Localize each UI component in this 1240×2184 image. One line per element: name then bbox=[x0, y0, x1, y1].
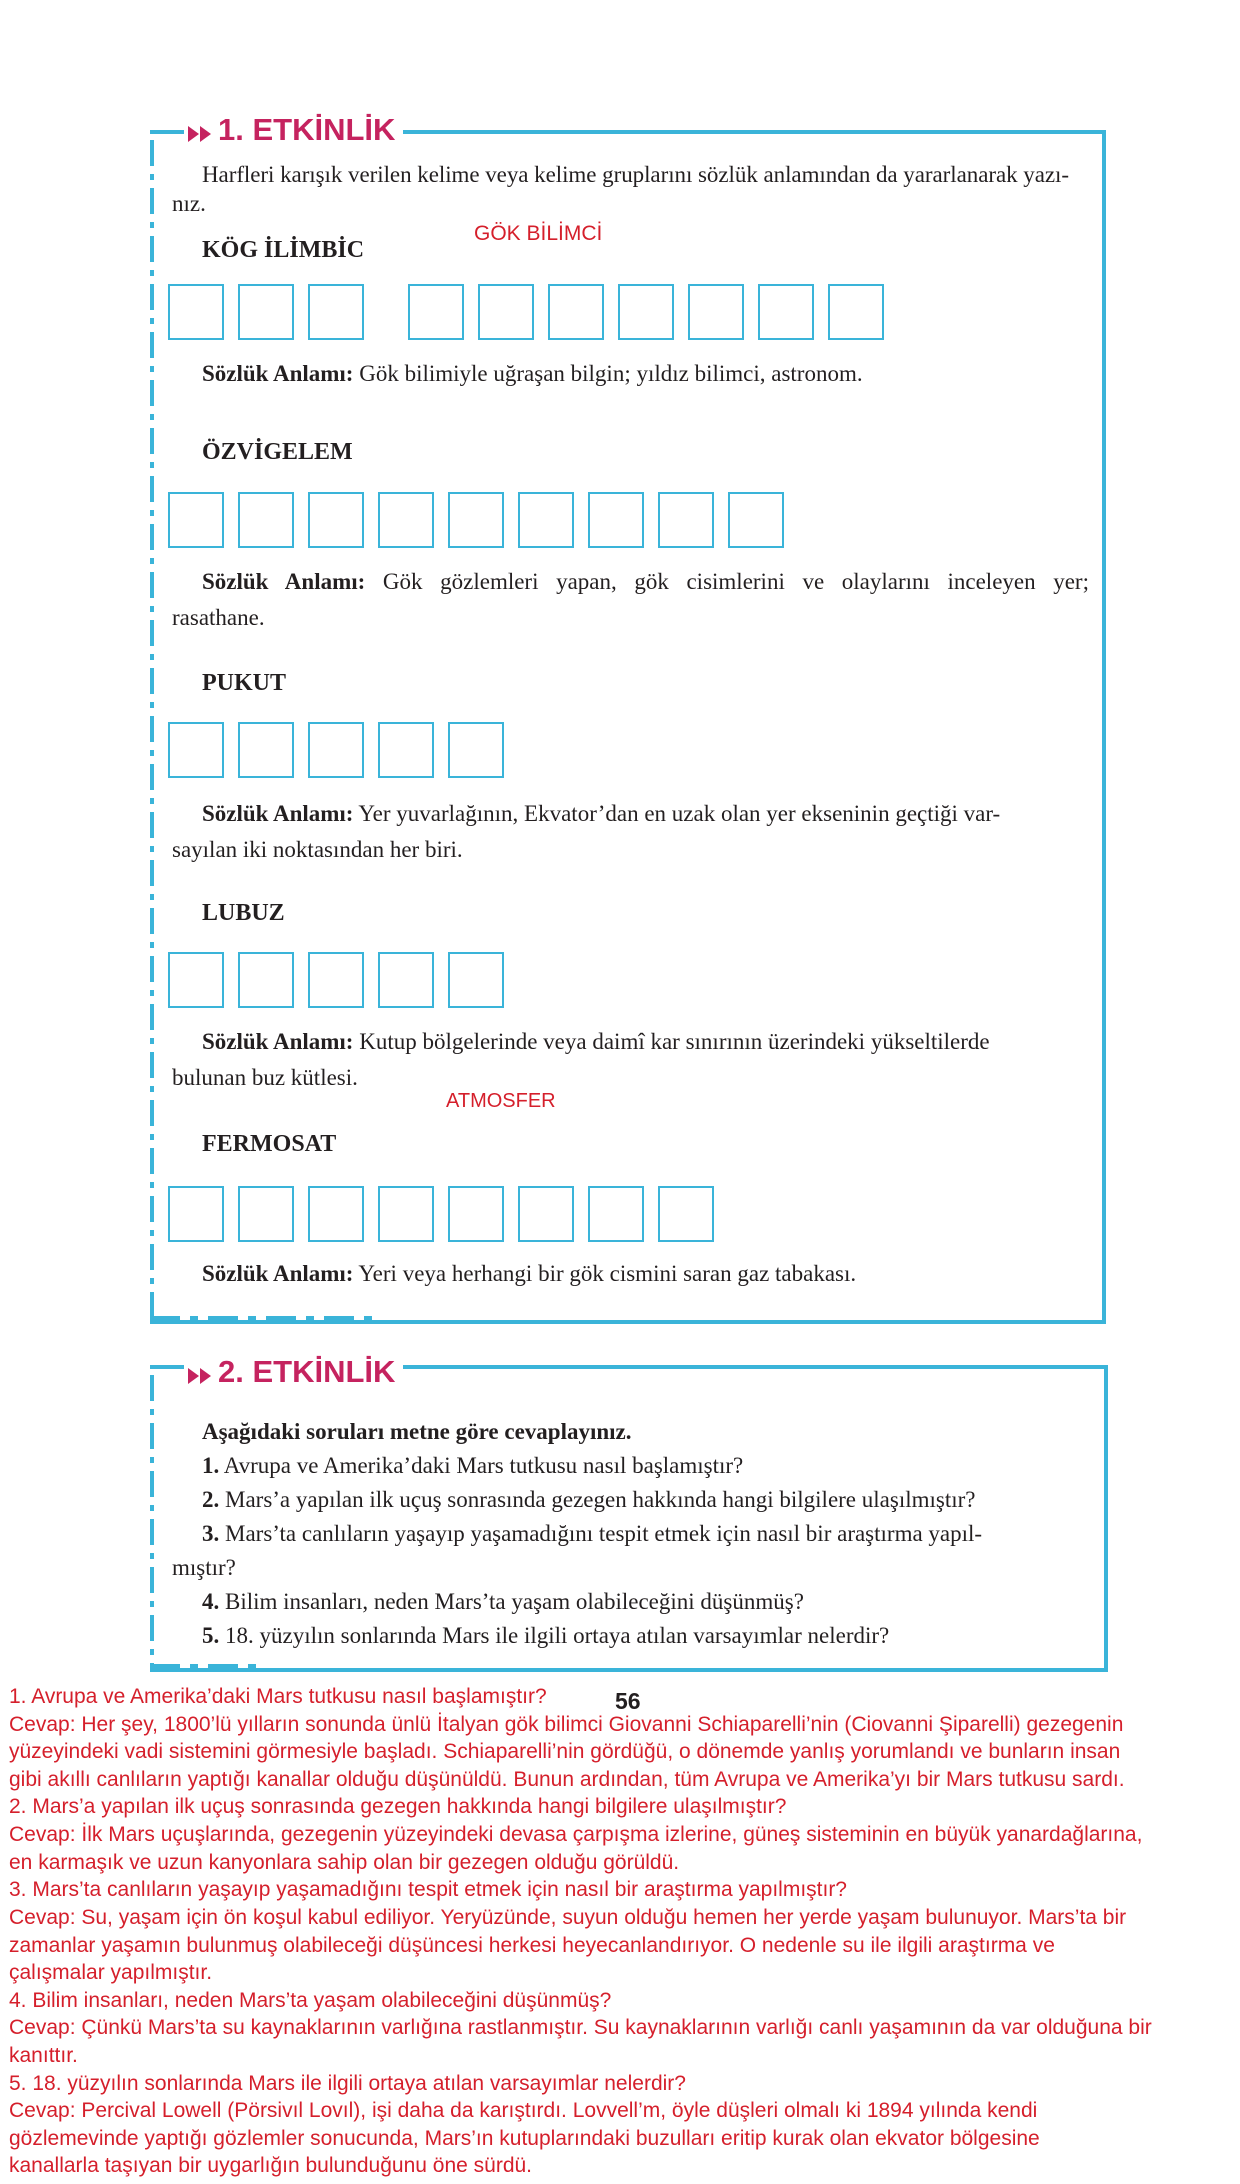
answer-line: en karmaşık ve uzun kanyonlara sahip olan bir gezegen olduğu görüldü. bbox=[9, 1850, 680, 1874]
letter-box[interactable] bbox=[448, 952, 504, 1008]
letter-box[interactable] bbox=[408, 284, 464, 340]
page-number: 56 bbox=[615, 1688, 641, 1714]
answer-line: zamanlar yaşamın bulunmuş olabileceği düşüncesi herkesi heyecanlandırıyor. O nedenle su ile ilgili araştırma ve bbox=[9, 1933, 1055, 1957]
answer-line: gözlemevinde yaptığı gözlemler sonucunda, Mars’ın kutuplarındaki buzulları eritip kurak olan ekvator bölgesine bbox=[9, 2126, 1040, 2150]
letter-box[interactable] bbox=[238, 284, 294, 340]
scrambled-word: KÖG İLİMBİC bbox=[202, 237, 365, 263]
scrambled-word: FERMOSAT bbox=[202, 1131, 337, 1157]
meaning-text: Gök bilimiyle uğraşan bilgin; yıldız bilimci, astronom. bbox=[359, 361, 863, 386]
activity2-instruction: Aşağıdaki soruları metne göre cevaplayınız. bbox=[202, 1419, 632, 1444]
meaning-line bbox=[202, 1024, 990, 1059]
letter-box[interactable] bbox=[238, 952, 294, 1008]
double-arrow-icon bbox=[188, 114, 212, 150]
question-1: 1. Avrupa ve Amerika’daki Mars tutkusu nasıl başlamıştır? bbox=[202, 1453, 744, 1478]
answer-line: gibi akıllı canlıların yaptığı kanallar olduğu düşünüldü. Bunun ardından, tüm Avrupa ve Amerika’yı bir Mars tutkusu sardı. bbox=[9, 1767, 1125, 1791]
letter-box[interactable] bbox=[658, 492, 714, 548]
scrambled-word: LUBUZ bbox=[202, 900, 285, 926]
handwritten-answer: GÖK BİLİMCİ bbox=[474, 222, 603, 245]
letter-box[interactable] bbox=[828, 284, 884, 340]
letter-box[interactable] bbox=[658, 1186, 714, 1242]
letter-boxes[interactable] bbox=[168, 284, 898, 340]
answer-line: 1. Avrupa ve Amerika’daki Mars tutkusu nasıl başlamıştır? bbox=[9, 1685, 547, 1708]
answer-line: çalışmalar yapılmıştır. bbox=[9, 1961, 213, 1985]
letter-box[interactable] bbox=[378, 952, 434, 1008]
letter-box[interactable] bbox=[448, 1186, 504, 1242]
letter-box[interactable] bbox=[308, 952, 364, 1008]
meaning-line2: rasathane. bbox=[172, 605, 265, 630]
answer-line: Cevap: Her şey, 1800’lü yılların sonunda ünlü İtalyan gök bilimci Giovanni Schiaparelli’nin (Ciovanni Şiparelli) gezegenin bbox=[9, 1712, 1124, 1736]
letter-box[interactable] bbox=[168, 284, 224, 340]
answer-line: 5. 18. yüzyılın sonlarında Mars ile ilgili ortaya atılan varsayımlar nelerdir? bbox=[9, 2071, 686, 2095]
letter-box[interactable] bbox=[758, 284, 814, 340]
activity2-title: 2. ETKİNLİK bbox=[184, 1354, 403, 1392]
letter-boxes[interactable] bbox=[168, 722, 518, 778]
letter-box[interactable] bbox=[168, 952, 224, 1008]
activity1-instruction-line2: nız. bbox=[172, 191, 206, 216]
letter-box[interactable] bbox=[618, 284, 674, 340]
activity1-left-border bbox=[150, 140, 154, 1320]
answer-line: kanıttır. bbox=[9, 2043, 78, 2067]
meaning-label: Sözlük Anlamı: bbox=[202, 569, 366, 594]
letter-boxes[interactable] bbox=[168, 952, 518, 1008]
letter-box[interactable] bbox=[238, 722, 294, 778]
letter-box[interactable] bbox=[448, 492, 504, 548]
letter-box[interactable] bbox=[448, 722, 504, 778]
letter-box[interactable] bbox=[168, 1186, 224, 1242]
answer-line: yüzeyindeki vadi sistemini görmesiyle başladı. Schiaparelli’nin gördüğü, o dönemde yanlış yorumlandı ve bunların insan bbox=[9, 1740, 1121, 1764]
letter-box[interactable] bbox=[478, 284, 534, 340]
letter-box[interactable] bbox=[168, 722, 224, 778]
meaning-label: Sözlük Anlamı: bbox=[202, 801, 354, 826]
meaning-label: Sözlük Anlamı: bbox=[202, 1029, 354, 1054]
meaning-line bbox=[202, 356, 863, 391]
letter-box[interactable] bbox=[308, 722, 364, 778]
meaning-text: Yeri veya herhangi bir gök cismini saran gaz tabakası. bbox=[358, 1261, 857, 1286]
scrambled-word: PUKUT bbox=[202, 670, 286, 696]
letter-box[interactable] bbox=[588, 1186, 644, 1242]
letter-boxes[interactable] bbox=[168, 492, 798, 548]
letter-box[interactable] bbox=[238, 1186, 294, 1242]
handwritten-answer: ATMOSFER bbox=[446, 1090, 556, 1112]
letter-box[interactable] bbox=[378, 1186, 434, 1242]
letter-box[interactable] bbox=[588, 492, 644, 548]
meaning-text: Yer yuvarlağının, Ekvator’dan en uzak olan yer ekseninin geçtiği var- bbox=[358, 801, 1001, 826]
meaning-label: Sözlük Anlamı: bbox=[202, 1261, 354, 1286]
question-3-cont: mıştır? bbox=[172, 1555, 236, 1580]
meaning-line2: bulunan buz kütlesi. bbox=[172, 1065, 358, 1090]
question-4: 4. Bilim insanları, neden Mars’ta yaşam olabileceğini düşünmüş? bbox=[202, 1589, 804, 1614]
answer-line: 2. Mars’a yapılan ilk uçuş sonrasında gezegen hakkında hangi bilgilere ulaşılmıştır? bbox=[9, 1795, 787, 1819]
letter-box[interactable] bbox=[688, 284, 744, 340]
meaning-text: Kutup bölgelerinde veya daimî kar sınırının üzerindeki yükseltilerde bbox=[359, 1029, 990, 1054]
letter-box[interactable] bbox=[308, 284, 364, 340]
meaning-line bbox=[202, 796, 1000, 831]
letter-box[interactable] bbox=[238, 492, 294, 548]
letter-box[interactable] bbox=[518, 492, 574, 548]
answer-line: Cevap: Percival Lowell (Pörsivıl Lovıl), işi daha da karıştırdı. Lovvell’m, öyle düşleri olmalı ki 1894 yılında kendi bbox=[9, 2099, 1038, 2123]
letter-box[interactable] bbox=[518, 1186, 574, 1242]
meaning-line bbox=[202, 564, 1089, 599]
question-5: 5. 18. yüzyılın sonlarında Mars ile ilgili ortaya atılan varsayımlar nelerdir? bbox=[202, 1623, 890, 1648]
letter-boxes[interactable] bbox=[168, 1186, 728, 1242]
double-arrow-icon bbox=[188, 1356, 212, 1392]
question-3: 3. Mars’ta canlıların yaşayıp yaşamadığını tespit etmek için nasıl bir araştırma yapıl- bbox=[202, 1521, 983, 1546]
answer-line: Cevap: İlk Mars uçuşlarında, gezegenin yüzeyindeki devasa çarpışma izlerine, güneş sisteminin en büyük yanardağlarına, bbox=[9, 1823, 1143, 1847]
letter-box[interactable] bbox=[378, 722, 434, 778]
letter-box[interactable] bbox=[548, 284, 604, 340]
activity1-instruction-line1: Harfleri karışık verilen kelime veya kelime gruplarını sözlük anlamından da yararlanarak yazı- bbox=[202, 162, 1070, 187]
activity2-bottom-border bbox=[150, 1664, 260, 1668]
letter-box[interactable] bbox=[308, 492, 364, 548]
meaning-line bbox=[202, 1256, 856, 1291]
meaning-text: Gök gözlemleri yapan, gök cisimlerini ve olaylarını inceleyen yer; bbox=[382, 569, 1089, 594]
letter-box[interactable] bbox=[308, 1186, 364, 1242]
answer-line: Cevap: Su, yaşam için ön koşul kabul ediliyor. Yeryüzünde, suyun olduğu hemen her yerde yaşam bulunuyor. Mars’ta bir bbox=[9, 1905, 1127, 1929]
answer-line: 4. Bilim insanları, neden Mars’ta yaşam olabileceğini düşünmüş? bbox=[9, 1988, 612, 2012]
letter-box[interactable] bbox=[168, 492, 224, 548]
activity1-bottom-border bbox=[150, 1316, 380, 1320]
meaning-line2: sayılan iki noktasından her biri. bbox=[172, 837, 463, 862]
scrambled-word: ÖZVİGELEM bbox=[202, 439, 353, 465]
answer-line: 3. Mars’ta canlıların yaşayıp yaşamadığını tespit etmek için nasıl bir araştırma yapılmıştır? bbox=[9, 1878, 847, 1902]
activity2-left-border bbox=[150, 1375, 154, 1667]
question-2: 2. Mars’a yapılan ilk uçuş sonrasında gezegen hakkında hangi bilgilere ulaşılmıştır? bbox=[202, 1487, 976, 1512]
activity1-title: 1. ETKİNLİK bbox=[184, 112, 403, 150]
answer-line: kanallarla taşıyan bir uygarlığın bulunduğunu öne sürdü. bbox=[9, 2154, 533, 2178]
letter-box[interactable] bbox=[378, 492, 434, 548]
meaning-label: Sözlük Anlamı: bbox=[202, 361, 354, 386]
answer-line: Cevap: Çünkü Mars’ta su kaynaklarının varlığına rastlanmıştır. Su kaynaklarının varlığı canlı yaşamının da var olduğuna bir bbox=[9, 2016, 1152, 2040]
letter-box[interactable] bbox=[728, 492, 784, 548]
